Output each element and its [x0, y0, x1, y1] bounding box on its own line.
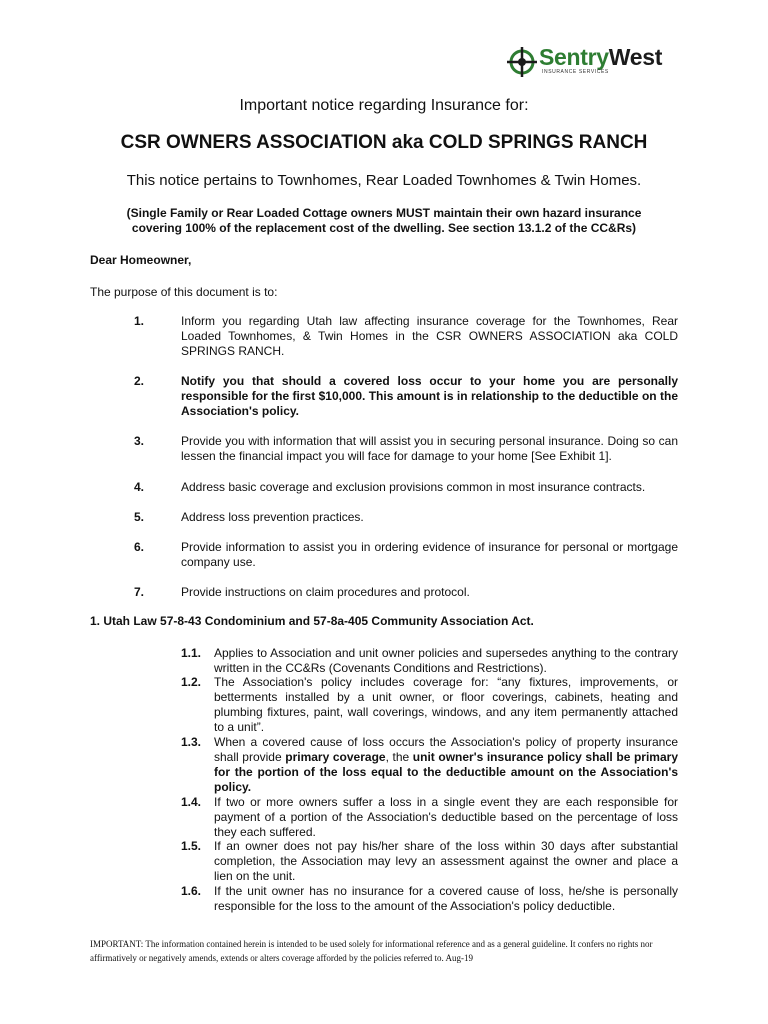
page-title: CSR OWNERS ASSOCIATION aka COLD SPRINGS RANCH — [120, 132, 648, 153]
purpose-number: 4. — [134, 480, 145, 494]
hazard-insurance-note — [90, 206, 678, 236]
subsection-item: If two or more owners suffer a loss in a single event they are each responsible for payment of a portion of the Association's deductible based on the percentage of loss they each suffered. — [214, 795, 678, 839]
subsection-item: Applies to Association and unit owner policies and supersedes anything to the contrary written in the CC&Rs (Covenants Conditions and Restrictions). — [214, 646, 678, 675]
section-heading: 1. Utah Law 57-8-43 Condominium and 57-8a-405 Community Association Act. — [90, 614, 534, 628]
notice-intro: Important notice regarding Insurance for: — [239, 97, 529, 114]
subsection-text: When a covered cause of loss occurs the Association's policy of property insurance shall provide — [214, 735, 678, 764]
logo-wordmark: SentryWest — [539, 44, 663, 70]
subsection-number: 1.4. — [181, 795, 202, 809]
subsection-item: If the unit owner has no insurance for a covered cause of loss, he/she is personally responsible for the loss to the amount of the Association's policy deductible. — [214, 884, 678, 913]
subsection-number: 1.1. — [181, 646, 202, 660]
purpose-number: 7. — [134, 585, 145, 599]
purpose-number: 1. — [134, 314, 145, 328]
purpose-item: Address loss prevention practices. — [181, 510, 364, 524]
purpose-number: 5. — [134, 510, 145, 524]
note-line-2: covering 100% of the replacement cost of the dwelling. See section 13.1.2 of the CC&Rs) — [131, 221, 637, 235]
sentrywest-logo — [506, 44, 686, 82]
subsection-item: If an owner does not pay his/her share of the loss within 30 days after substantial completion, the Association may levy an assessment against the owner and place a lien on the unit. — [214, 839, 678, 883]
subsection-item: The Association's policy includes coverage for: “any fixtures, improvements, or betterments installed by a unit owner, or floor coverings, cabinets, heating and plumbing fixtures, paint, wall coverings, windows, and any item permanently attached to a unit”. — [214, 675, 678, 734]
subsection-text: , the — [385, 750, 413, 764]
note-line-1: (Single Family or Rear Loaded Cottage owners MUST maintain their own hazard insurance — [126, 206, 642, 220]
crosshair-logo-icon — [506, 46, 538, 78]
purpose-statement: The purpose of this document is to: — [90, 285, 278, 299]
purpose-item: Inform you regarding Utah law affecting insurance coverage for the Townhomes, Rear Loaded Townhomes, & Twin Homes in the CSR OWNERS ASSOCIATION aka COLD SPRINGS RANCH. — [181, 314, 678, 358]
purpose-number: 3. — [134, 434, 145, 448]
subsection-number: 1.5. — [181, 839, 202, 853]
subsection-number: 1.3. — [181, 735, 202, 749]
disclaimer-footer: IMPORTANT: The information contained herein is intended to be used solely for informational reference and as a general guideline. It confers no rights nor affirmatively or negatively amends, extends or alters coverage afforded by the policies referred to. Aug-19 — [90, 939, 653, 963]
purpose-number: 6. — [134, 540, 145, 554]
salutation: Dear Homeowner, — [90, 253, 192, 267]
purpose-item: Provide instructions on claim procedures and protocol. — [181, 585, 470, 599]
logo-tagline: INSURANCE SERVICES — [542, 69, 609, 75]
subsection-number: 1.2. — [181, 675, 202, 689]
purpose-item: Provide information to assist you in ordering evidence of insurance for personal or mortgage company use. — [181, 540, 678, 569]
purpose-item: Provide you with information that will assist you in securing personal insurance. Doing so can lessen the financial impact you will face for damage to your home [See Exhibit 1]. — [181, 434, 678, 463]
subsection-emphasis: primary coverage — [285, 750, 386, 764]
notice-subtitle: This notice pertains to Townhomes, Rear Loaded Townhomes & Twin Homes. — [126, 172, 642, 189]
purpose-item: Address basic coverage and exclusion provisions common in most insurance contracts. — [181, 480, 646, 494]
subsection-number: 1.6. — [181, 884, 202, 898]
purpose-number: 2. — [134, 374, 145, 388]
subsection-emphasis: unit owner's insurance policy shall be primary for the portion of the loss equal to the deductible amount on the Association's policy. — [214, 750, 678, 794]
purpose-item: Notify you that should a covered loss occur to your home you are personally responsible for the first $10,000. This amount is in relationship to the deductible on the Association's policy. — [181, 374, 678, 418]
subsection-item — [214, 735, 678, 795]
